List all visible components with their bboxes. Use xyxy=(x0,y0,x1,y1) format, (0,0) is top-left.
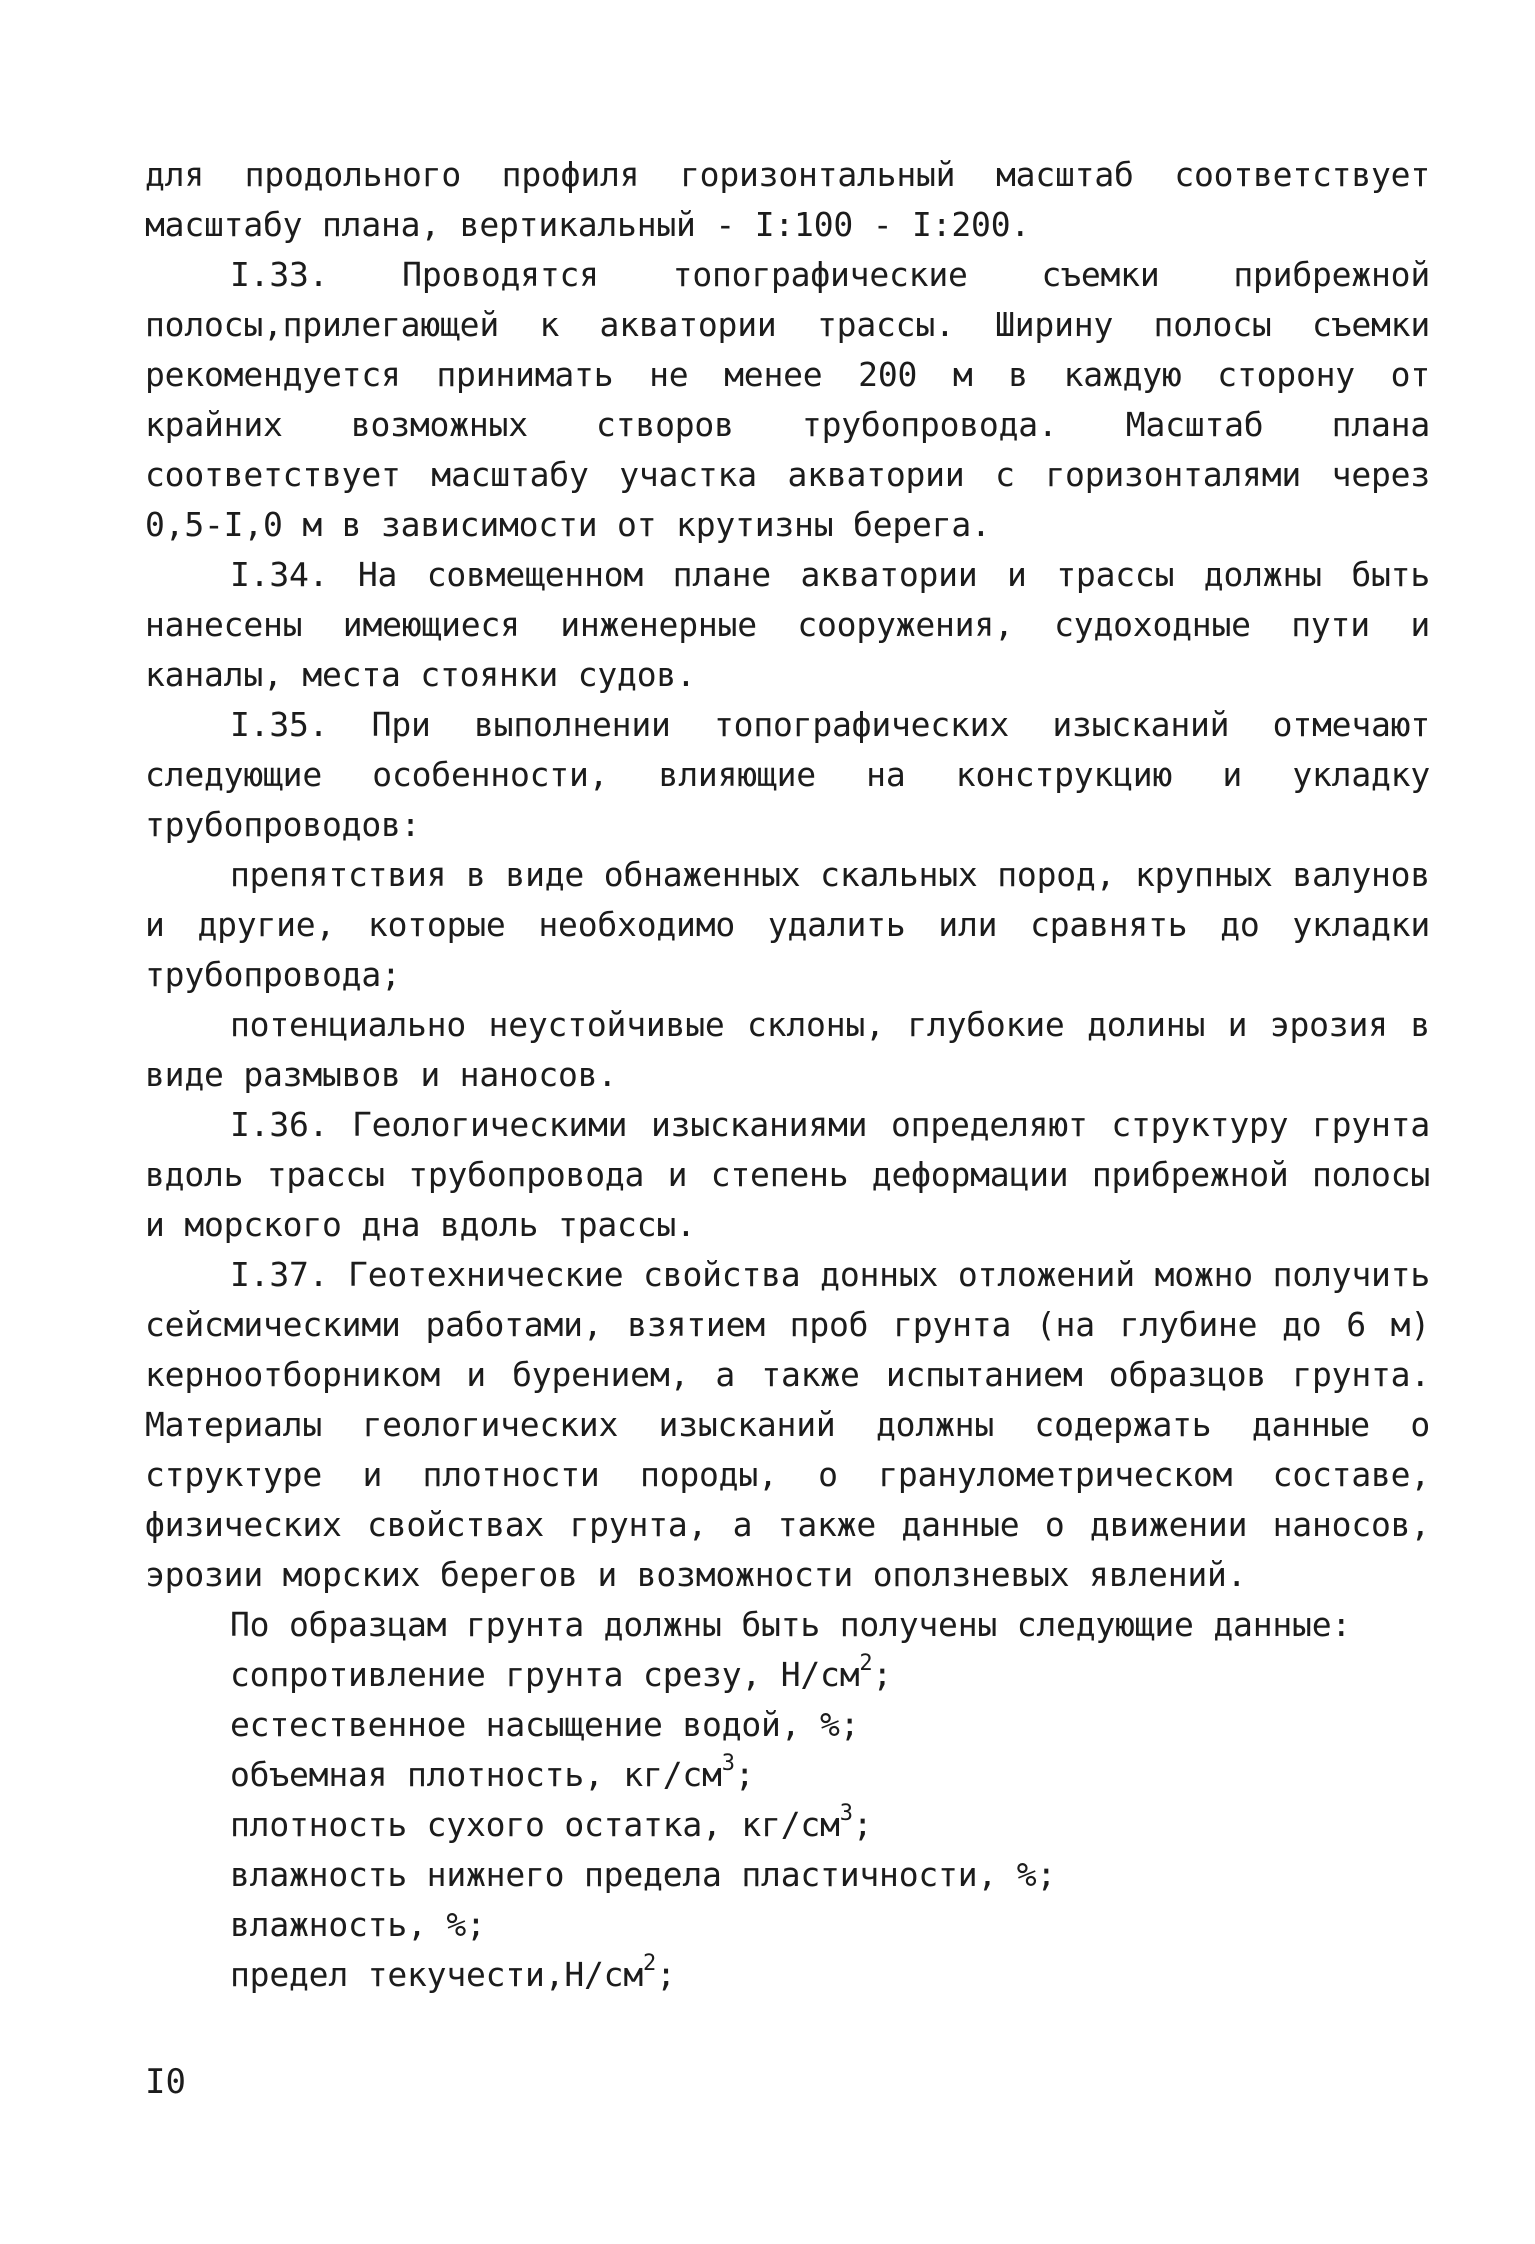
sample-item: влажность нижнего предела пластичности, %; xyxy=(230,1855,1057,1894)
sample-item: плотность сухого остатка, $кг/см^3$; xyxy=(230,1801,873,1844)
sample-item: объемная плотность, $кг/см^3$; xyxy=(230,1751,755,1794)
sample-item: сопротивление грунта срезу, $Н/см^2$; xyxy=(230,1651,893,1694)
paragraph-1-35: I.35. При выполнении топографических изысканий отмечают следующие особенности, влияющие на конструкцию и укладку трубопроводов: xyxy=(145,705,1430,844)
paragraph-1-37: I.37. Геотехнические свойства донных отложений можно получить сейсмическими работами, взятием проб грунта (на глубине до 6 м) керноотборником и бурением, а также испытанием образцов грунта. Материалы геологических изысканий должны содержать данные о структуре и плотности породы, о гранулометрическом составе, физических свойствах грунта, а также данные о движении наносов, эрозии морских берегов и возможности оползневых явлений. xyxy=(145,1255,1430,1594)
paragraph-1-35-slopes: потенциально неустойчивые склоны, глубокие долины и эрозия в виде размывов и наносов. xyxy=(145,1005,1430,1094)
sample-item: предел $текучести,Н/см^2$; xyxy=(230,1951,676,1994)
paragraph-profile-scale: для продольного профиля горизонтальный масштаб соответствует масштабу плана, вертикальный - I:100 - I:200. xyxy=(145,155,1430,244)
paragraph-1-36: I.36. Геологическими изысканиями определяют структуру грунта вдоль трассы трубопровода и степень деформации прибрежной полосы и морского дна вдоль трассы. xyxy=(145,1105,1430,1244)
sample-item: естественное насыщение водой, %; xyxy=(230,1705,860,1744)
paragraph-1-33: I.33. Проводятся топографические съемки прибрежной полосы,прилегающей к акватории трассы. Ширину полосы съемки рекомендуется принимать не менее 200 м в каждую сторону от крайних возможных створов трубопровода. Масштаб плана соответствует масштабу участка акватории с горизонталями через 0,5-I,0 м в зависимости от крутизны берега. xyxy=(145,255,1430,544)
body-text xyxy=(145,150,1430,2000)
samples-intro: По образцам грунта должны быть получены следующие данные: xyxy=(230,1605,1352,1644)
sample-item: влажность, %; xyxy=(230,1905,486,1944)
paragraph-1-34: I.34. На совмещенном плане акватории и трассы должны быть нанесены имеющиеся инженерные сооружения, судоходные пути и каналы, места стоянки судов. xyxy=(145,555,1430,694)
paragraph-1-35-obstacles: препятствия в виде обнаженных скальных пород, крупных валунов и другие, которые необходимо удалить или сравнять до укладки трубопровода; xyxy=(145,855,1430,994)
page-number: I0 xyxy=(145,2062,186,2102)
